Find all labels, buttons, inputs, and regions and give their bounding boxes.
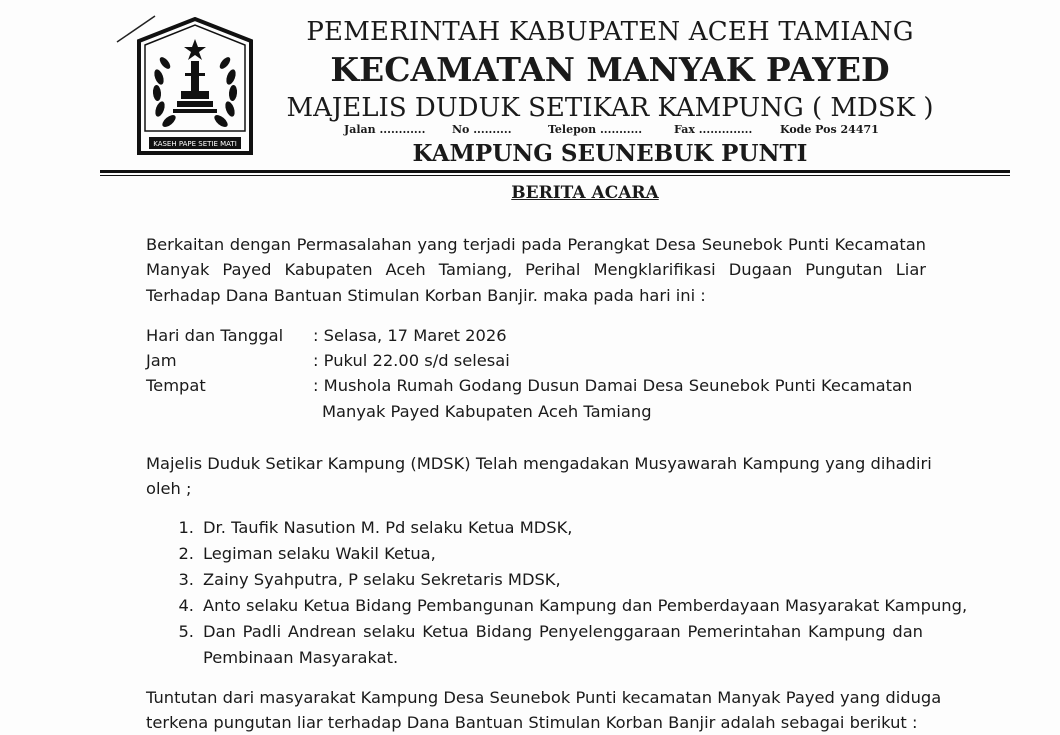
coat-of-arms-icon [133,17,257,155]
detail-value-time: : Pukul 22.00 s/d selesai [313,351,510,370]
attendee-item: Legiman selaku Wakil Ketua, [203,544,436,563]
attendee-number: 2. [178,544,194,563]
contact-fax: Fax .............. [674,123,753,136]
attendee-number: 4. [178,596,194,615]
header-divider-thick [100,170,1010,173]
detail-value-place: : Mushola Rumah Godang Dusun Damai Desa Seunebok Punti Kecamatan [313,376,913,395]
attendee-item-cont: Pembinaan Masyarakat. [203,648,399,667]
attendee-item: Anto selaku Ketua Bidang Pembangunan Kampung dan Pemberdayaan Masyarakat Kampung, [203,596,968,615]
intro-line-2: Manyak Payed Kabupaten Aceh Tamiang, Perihal Mengklarifikasi Dugaan Pungutan Liar [146,260,926,279]
attendee-item: Dr. Taufik Nasution M. Pd selaku Ketua MDSK, [203,518,573,537]
closing-line-2: terkena pungutan liar terhadap Dana Bantuan Stimulan Korban Banjir adalah sebagai berikut : [146,713,918,732]
header-government: PEMERINTAH KABUPATEN ACEH TAMIANG [306,17,914,47]
header-district: KECAMATAN MANYAK PAYED [330,50,890,89]
attendee-number: 5. [178,622,194,641]
contact-kodepos: Kode Pos 24471 [780,123,879,136]
attendee-item: Zainy Syahputra, P selaku Sekretaris MDSK, [203,570,561,589]
detail-label-time: Jam [146,351,177,370]
contact-no: No .......... [452,123,512,136]
detail-label-place: Tempat [146,376,206,395]
header-village: KAMPUNG SEUNEBUK PUNTI [412,140,808,167]
closing-line-1: Tuntutan dari masyarakat Kampung Desa Seunebok Punti kecamatan Manyak Payed yang diduga [146,688,942,707]
attendance-intro-line-1: Majelis Duduk Setikar Kampung (MDSK) Telah mengadakan Musyawarah Kampung yang dihadiri [146,454,932,473]
attendee-number: 1. [178,518,194,537]
attendance-intro-line-2: oleh ; [146,479,192,498]
detail-label-date: Hari dan Tanggal [146,326,284,345]
header-divider-thin [100,175,1010,176]
attendee-item: Dan Padli Andrean selaku Ketua Bidang Penyelenggaraan Pemerintahan Kampung dan [203,622,923,641]
contact-telepon: Telepon ........... [548,123,643,136]
detail-value-date: : Selasa, 17 Maret 2026 [313,326,507,345]
contact-jalan: Jalan ............ [344,123,426,136]
attendee-number: 3. [178,570,194,589]
header-council: MAJELIS DUDUK SETIKAR KAMPUNG ( MDSK ) [286,93,934,123]
intro-line-1: Berkaitan dengan Permasalahan yang terjadi pada Perangkat Desa Seunebok Punti Kecamatan [146,235,926,254]
logo-motto: KASEH PAPE SETIE MATI [153,140,237,148]
document-title: BERITA ACARA [511,183,659,203]
intro-line-3: Terhadap Dana Bantuan Stimulan Korban Banjir. maka pada hari ini : [146,286,706,305]
detail-value-place-cont: Manyak Payed Kabupaten Aceh Tamiang [322,402,652,421]
